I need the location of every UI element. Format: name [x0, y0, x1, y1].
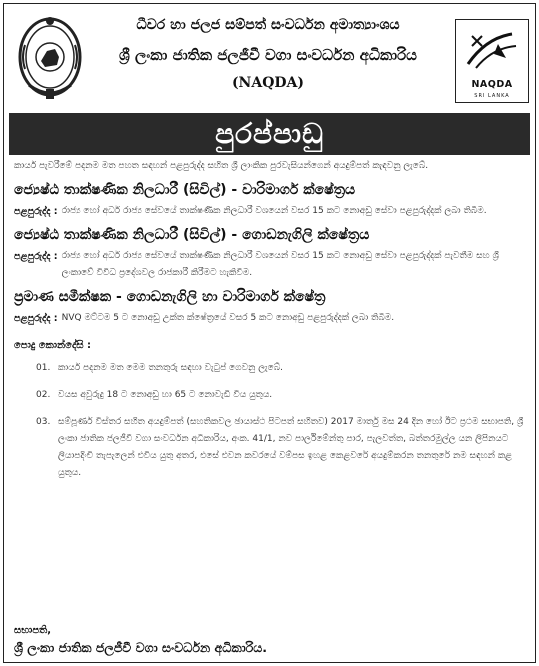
experience-text: රාජ්‍ය හෝ අර්ධ රාජ්‍ය සේවයේ තාක්ෂණික නිලධාරී වශයෙන් වසර 15 කට නොඅඩු සේවා පළපුරුද්දක් ලබා තිබීම.: [61, 206, 487, 216]
experience-requirement: [14, 203, 524, 220]
condition-number: 02.: [36, 390, 51, 400]
logo-text: NAQDA: [471, 79, 513, 90]
general-conditions-title: පොදු කොන්දේසි :: [14, 340, 92, 351]
conditions-list: [14, 360, 524, 482]
notice-title: පුරප්පාඩු: [9, 113, 530, 155]
header: [3, 3, 536, 111]
condition-text: සම්පූර්ණ විස්තර සහිත අයදුම්පත් (සහතිකවල ඡායාස්ථ පිටපත් සහිතව) 2017 මාර්තු මස 24 දින හෝ ඊට ප්‍රථම සභාපති, ශ්‍රී ලංකා ජාතික ජලජීවී වගා සංවර්ධන අධිකාරිය, අංක. 41/1, නව පාර්ලිමේන්තු පාර, පැලවත්ත, බත්තරමුල්ල යන ලිපිනයට ලියාපදිංචි තැපැලෙන් එවිය යුතු අතර, එසේ එවන කවරයේ වම්පස ඉහළ කෙළවරේ අයදුම්කරන තනතුරේ නම සඳහන් කළ යුතුය.: [58, 417, 524, 478]
post-title: ජ්‍යෙෂ්ඨ තාක්ෂණික නිලධාරී (සිවිල්) - වාරිමාර්ග ක්ෂේත්‍රය: [14, 182, 356, 198]
experience-text: රාජ්‍ය හෝ අර්ධ රාජ්‍ය සේවයේ තාක්ෂණික නිලධාරී වශයෙන් වසර 15 කට නොඅඩු සේවා පළපුරුද්දක් පැවතීම සහ ශ්‍රී ලංකාවේ විවිධ ප්‍රදේශවල රාජකාරී කිරීමට හැකිවීම.: [61, 251, 499, 278]
signatory-title: සභාපති,: [14, 625, 52, 636]
ministry-name: ධීවර හා ජලජ සම්පත් සංවර්ධන අමාත්‍යාංශය: [136, 17, 400, 33]
condition-number: 03.: [36, 417, 51, 427]
condition-text: වයස අවුරුදු 18 ට නොඅඩු හා 65 ට නොවැඩි විය යුතුය.: [58, 390, 273, 400]
list-item: [36, 387, 524, 404]
experience-requirement: [14, 310, 524, 327]
experience-requirement: [14, 248, 524, 282]
signature-block: [14, 622, 267, 656]
experience-label: පළපුරුද්ද :: [14, 313, 58, 324]
post-section: [14, 179, 524, 220]
intro-text: කාර්ය පැවරීමේ පදනම මත පහත සඳහන් පළපුරුද්ද සහිත ශ්‍රී ලාංකික පුරවැසියන්ගෙන් අයදුම්පත් කැඳවනු ලැබේ.: [14, 161, 429, 171]
list-item: [36, 414, 524, 482]
condition-text: කාර්ය පදනම මත මෙම තනතුරු සඳහා වැටුප් ගෙවනු ලැබේ.: [58, 363, 284, 373]
post-title: ප්‍රමාණ සමීක්ෂක - ගොඩනැගිලි හා වාරිමාර්ග ක්ෂේත්‍ර: [14, 289, 326, 305]
post-section: [14, 286, 524, 327]
list-item: [36, 360, 524, 377]
authority-abbreviation: (NAQDA): [231, 75, 305, 91]
notice-body: [14, 158, 524, 492]
experience-text: NVQ මට්ටම 5 ට නොඅඩු උක්ත ක්ෂේත්‍රයේ වසර 5 කට නොඅඩු පළපුරුද්දක් ලබා තිබීම.: [61, 313, 395, 323]
logo-subtext: SRI LANKA: [474, 93, 510, 99]
fish-logo-icon: [456, 24, 528, 80]
post-title: ජ්‍යෙෂ්ඨ තාක්ෂණික නිලධාරී (සිවිල්) - ගොඩනැගිලි ක්ෂේත්‍රය: [14, 227, 370, 243]
signatory-organization: ශ්‍රී ලංකා ජාතික ජලජීවී වගා සංවර්ධන අධිකාරිය.: [14, 640, 268, 655]
naqda-logo: [455, 19, 529, 103]
post-section: [14, 224, 524, 282]
authority-name: ශ්‍රී ලංකා ජාතික ජලජීවී වගා සංවර්ධන අධිකාරිය: [119, 46, 417, 64]
condition-number: 01.: [36, 363, 51, 373]
experience-label: පළපුරුද්ද :: [14, 206, 58, 217]
experience-label: පළපුරුද්ද :: [14, 251, 58, 262]
sri-lanka-emblem-icon: [17, 15, 83, 101]
